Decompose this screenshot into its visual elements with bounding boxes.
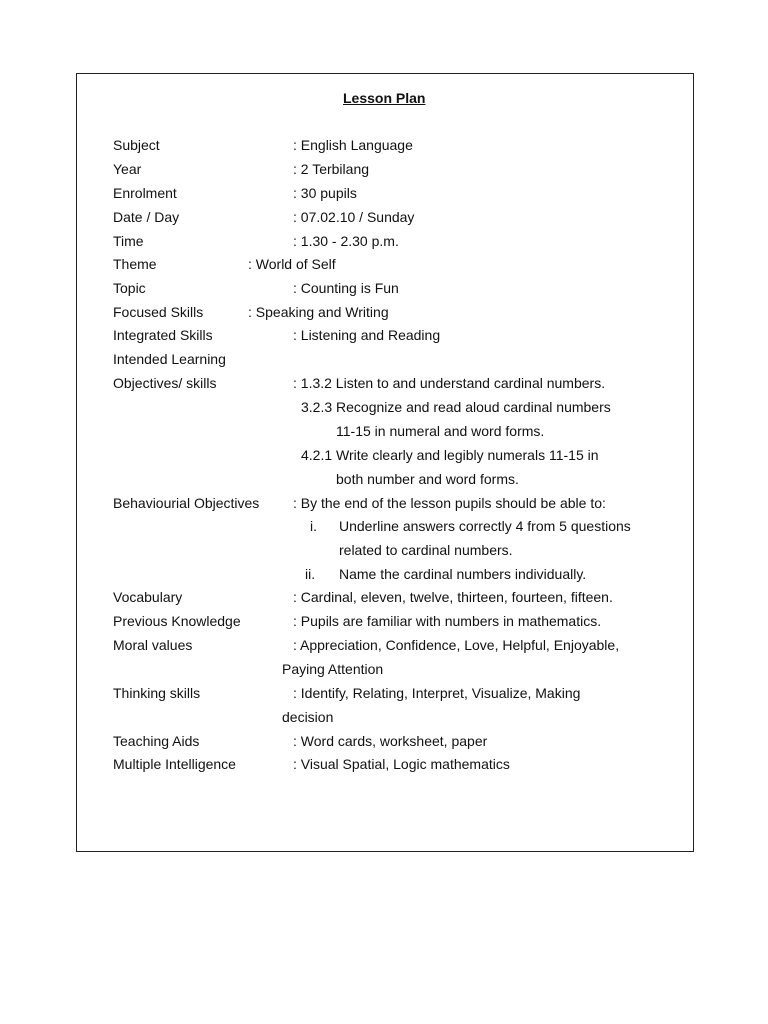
label-previous-knowledge: Previous Knowledge bbox=[113, 613, 241, 629]
label-focused-skills: Focused Skills bbox=[113, 304, 204, 320]
label-objectives: Objectives/ skills bbox=[113, 375, 217, 391]
value-time: : 1.30 - 2.30 p.m. bbox=[293, 233, 399, 249]
value-theme: : World of Self bbox=[248, 256, 336, 272]
behavioural-marker: ii. bbox=[305, 566, 316, 582]
label-vocabulary: Vocabulary bbox=[113, 589, 183, 605]
value-enrolment: : 30 pupils bbox=[293, 185, 357, 201]
objective-line: 11-15 in numeral and word forms. bbox=[336, 423, 545, 439]
objective-line: both number and word forms. bbox=[336, 471, 519, 487]
label-teaching-aids: Teaching Aids bbox=[113, 733, 200, 749]
value-thinking-skills-cont: decision bbox=[282, 709, 334, 725]
label-intended-learning: Intended Learning bbox=[113, 351, 226, 367]
behavioural-intro: : By the end of the lesson pupils should be able to: bbox=[293, 495, 606, 511]
label-theme: Theme bbox=[113, 256, 157, 272]
document-title: Lesson Plan bbox=[343, 90, 426, 106]
objective-line: 4.2.1 Write clearly and legibly numerals 11-15 in bbox=[301, 447, 599, 463]
value-subject: : English Language bbox=[293, 137, 413, 153]
label-time: Time bbox=[113, 233, 144, 249]
label-subject: Subject bbox=[113, 137, 160, 153]
value-moral-values-cont: Paying Attention bbox=[282, 661, 384, 677]
label-moral-values: Moral values bbox=[113, 637, 193, 653]
value-previous-knowledge: : Pupils are familiar with numbers in mathematics. bbox=[293, 613, 602, 629]
value-thinking-skills: : Identify, Relating, Interpret, Visualize, Making bbox=[293, 685, 581, 701]
value-topic: : Counting is Fun bbox=[293, 280, 399, 296]
value-year: : 2 Terbilang bbox=[293, 161, 370, 177]
value-integrated-skills: : Listening and Reading bbox=[293, 327, 441, 343]
value-vocabulary: : Cardinal, eleven, twelve, thirteen, fourteen, fifteen. bbox=[293, 589, 613, 605]
behavioural-item-line: related to cardinal numbers. bbox=[339, 542, 513, 558]
label-topic: Topic bbox=[113, 280, 146, 296]
behavioural-marker: i. bbox=[310, 518, 317, 534]
label-integrated-skills: Integrated Skills bbox=[113, 327, 213, 343]
label-behavioural-objectives: Behaviourial Objectives bbox=[113, 495, 260, 511]
value-date-day: : 07.02.10 / Sunday bbox=[293, 209, 415, 225]
value-multiple-intelligence: : Visual Spatial, Logic mathematics bbox=[293, 756, 510, 772]
behavioural-item-line: Underline answers correctly 4 from 5 questions bbox=[339, 518, 631, 534]
value-moral-values: : Appreciation, Confidence, Love, Helpful, Enjoyable, bbox=[293, 637, 620, 653]
label-multiple-intelligence: Multiple Intelligence bbox=[113, 756, 236, 772]
value-focused-skills: : Speaking and Writing bbox=[248, 304, 389, 320]
objective-line: 3.2.3 Recognize and read aloud cardinal numbers bbox=[301, 399, 611, 415]
label-date-day: Date / Day bbox=[113, 209, 180, 225]
label-thinking-skills: Thinking skills bbox=[113, 685, 201, 701]
behavioural-item-line: Name the cardinal numbers individually. bbox=[339, 566, 587, 582]
value-teaching-aids: : Word cards, worksheet, paper bbox=[293, 733, 488, 749]
objective-line: : 1.3.2 Listen to and understand cardinal numbers. bbox=[293, 375, 606, 391]
label-enrolment: Enrolment bbox=[113, 185, 177, 201]
label-year: Year bbox=[113, 161, 142, 177]
